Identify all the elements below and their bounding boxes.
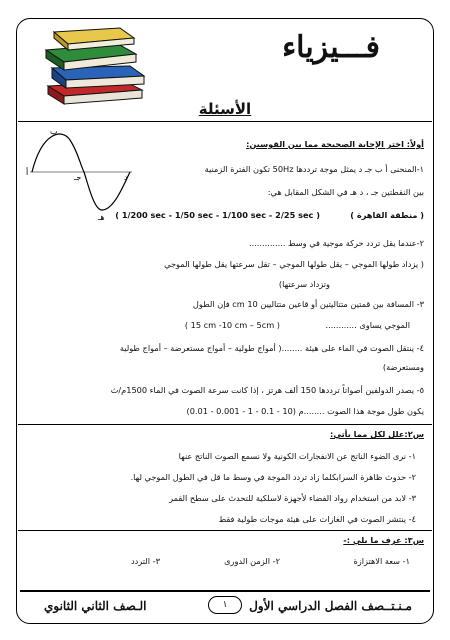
q1-options: ( 1/200 sec - 1/50 sec - 1/100 sec - 2/25 sec ) bbox=[115, 210, 320, 220]
q3-line2: الموجي يساوى ............ bbox=[325, 320, 410, 330]
section-divider-1 bbox=[18, 424, 432, 425]
reason-item-3: ٣- لابد من استخدام رواد الفضاء لأجهزة لاسلكية للتحدث على سطح القمر bbox=[169, 493, 416, 503]
wave-label-a: أ bbox=[26, 168, 29, 177]
footer-grade: الـصف الثاني الثانوي bbox=[44, 599, 147, 613]
reason-item-2: ٢- حدوث ظاهرة السرابكلما زاد تردد الموجة في وسط ما قل في الطول الموجي لها. bbox=[130, 472, 416, 482]
define-item-1: ١- سعة الاهتزازة bbox=[353, 556, 410, 566]
q2-line1: ٢-عندما يقل تردد حركة موجية في وسط .............. bbox=[249, 238, 424, 248]
q5-line1: ٥- يصدر الدولفين أصواتاً ترددها 150 ألف هرتز ، إذا كانت سرعة الصوت في الماء 1500م/ث bbox=[110, 385, 424, 395]
footer-rule bbox=[20, 590, 430, 592]
section1-title: أولاً: اختر الإجابة الصحيحة مما بين القوسين: bbox=[246, 139, 424, 149]
q5-line2: يكون طول موجة هذا الصوت ........م (10 - 0.1 - 1 - 0.001 - 0.01) bbox=[186, 406, 424, 416]
wave-diagram bbox=[24, 127, 134, 222]
section-divider-2 bbox=[18, 530, 432, 531]
reason-item-1: ١- نرى الضوء الناتج عن الانفجارات الكونية ولا نسمع الصوت الناتج عنها bbox=[178, 451, 416, 461]
header-divider bbox=[18, 121, 432, 122]
q1-line1: ١-المنحنى أ ب جـ د يمثل موجة ترددها 50Hz تكون الفترة الزمنية bbox=[204, 164, 424, 174]
wave-label-b: ب bbox=[50, 127, 58, 136]
q4-line1: ٤- ينتقل الصوت في الماء على هيئة ........( أمواج طولية – أمواج مستعرضة – أمواج طولية bbox=[119, 343, 424, 353]
define-item-3: ٣- التردد bbox=[130, 556, 160, 566]
q3-options: ( 15 cm -10 cm – 5cm ) bbox=[184, 320, 280, 330]
subject-title: فـــيزياء bbox=[282, 30, 380, 65]
section2-title: س٢:علل لكل مما يأتي: bbox=[330, 429, 424, 439]
wave-label-d: د bbox=[124, 173, 128, 182]
q1-line2: بين النقطتين جـ ، د هـ في الشكل المقابل هي: bbox=[267, 187, 424, 197]
footer-term: مـنـتــصف الفصل الدراسي الأول bbox=[249, 599, 412, 613]
books-illustration bbox=[40, 24, 150, 104]
q4-line2: ومستعرضة) bbox=[382, 362, 424, 372]
page-number: ١ bbox=[208, 596, 242, 614]
q2-options1: ( يزداد طولها الموجي – يقل طولها الموجي – تقل سرعتها يقل طولها الموجي bbox=[164, 259, 424, 269]
section3-title: س٣: عرف ما يلي :- bbox=[343, 535, 424, 545]
q3-line1: ٣- المسافة بين قمتين متتاليتين أو قاعين متتاليين 10 cm فإن الطول bbox=[192, 299, 424, 309]
reason-item-4: ٤- ينتشر الصوت في الغازات على هيئة موجات طولية فقط bbox=[218, 514, 416, 524]
q2-options2: وتزداد سرعتها) bbox=[278, 279, 330, 289]
q1-source: ( منطقة القاهرة ) bbox=[350, 210, 424, 220]
wave-label-e: هـ bbox=[98, 213, 105, 222]
questions-heading: الأسئلة bbox=[198, 100, 252, 118]
define-item-2: ٢- الزمن الدورى bbox=[224, 556, 280, 566]
wave-label-c: جـ bbox=[74, 173, 82, 182]
